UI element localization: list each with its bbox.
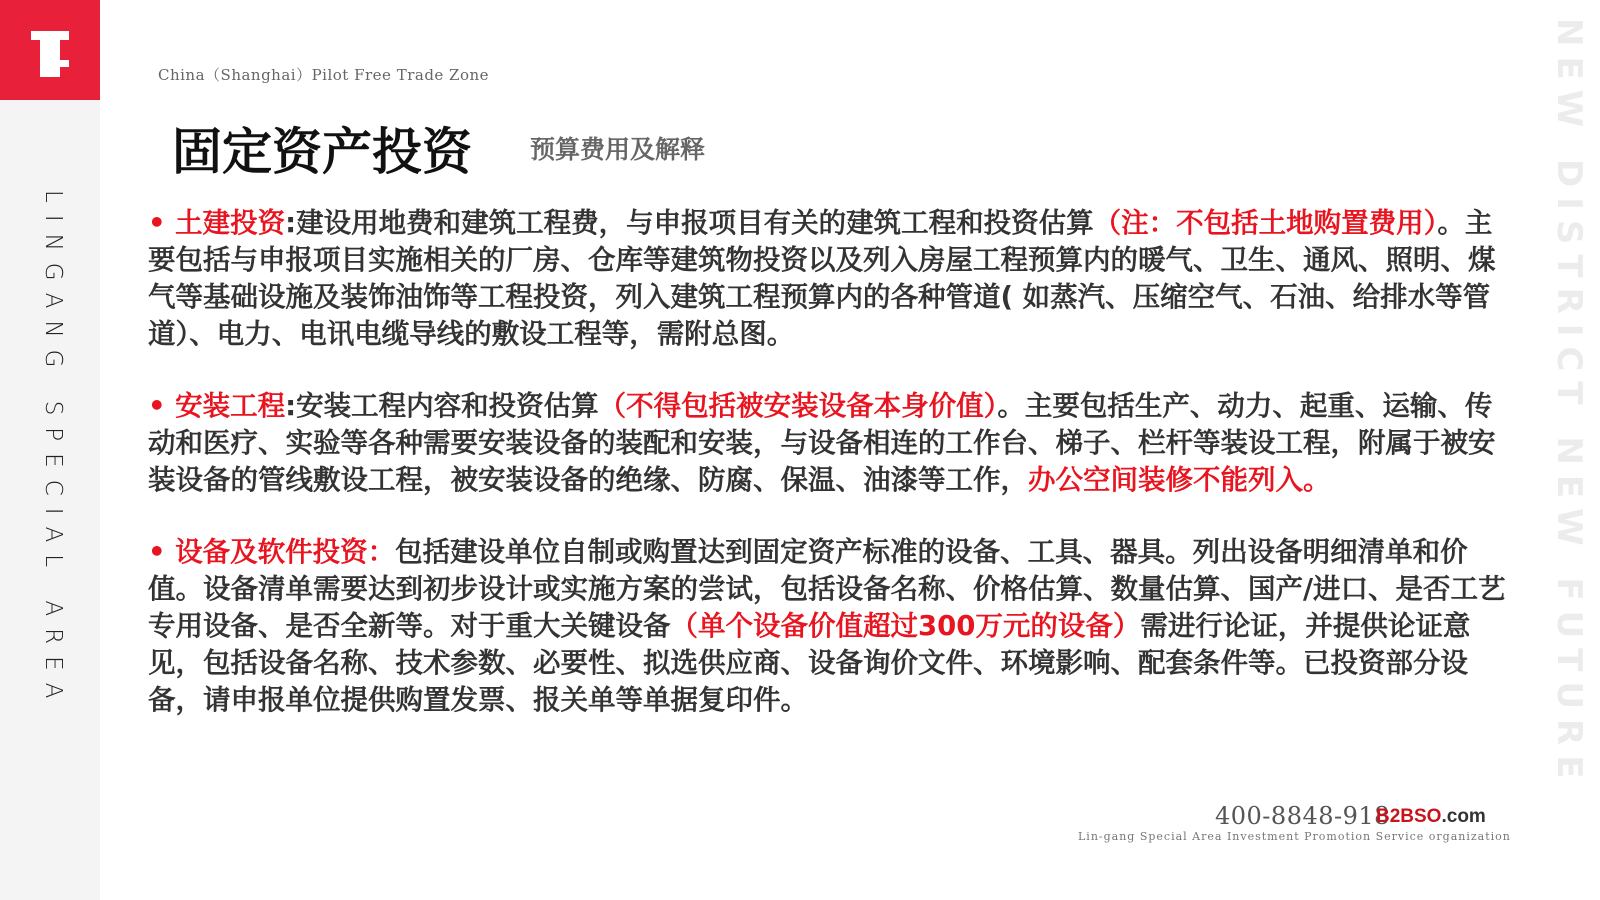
hotline-number: 400-8848-918 — [1215, 802, 1390, 830]
section-heading: • 安装工程 — [148, 390, 286, 422]
left-sidebar — [0, 0, 100, 900]
section-body: 。主要包括生产、动力、起重、运输、传动和医疗、实验等各种需要安装设备的装配和安装，与设备相连的工作台、梯子、栏杆等装设工程，附属于被安装设备的管线敷设工程，被安装设备的绝缘、防腐、保温、油漆等工作， — [148, 390, 1496, 496]
page-title: 固定资产投资 — [172, 123, 472, 181]
content-body — [148, 205, 1508, 754]
footer-organization: Lin-gang Special Area Investment Promotion Service organization — [1078, 830, 1511, 843]
vertical-slogan: NEW DISTRICT NEW FUTURE — [1549, 18, 1589, 789]
section-separator: : — [285, 207, 297, 239]
section-installation — [148, 388, 1508, 499]
section-body: 。主要包括与申报项目实施相关的厂房、仓库等建筑物投资以及列入房屋工程预算内的暖气、卫生、通风、照明、煤气等基础设施及装饰油饰等工程投资，列入建筑工程预算内的各种管道( 如蒸汽、压缩空气、石油、给排水等管道）、电力、电讯电缆导线的敷设工程等，需附总图。 — [148, 207, 1496, 350]
section-separator: : — [285, 390, 297, 422]
vertical-area-label: LINGANG SPECIAL AREA — [40, 190, 66, 711]
footer-brand: B2BSO.com — [1376, 806, 1486, 827]
section-body: 包括建设单位自制或购置达到固定资产标准的设备、工具、器具。列出设备明细清单和价值。设备清单需要达到初步设计或实施方案的尝试，包括设备名称、价格估算、数量估算、国产/进口、是否工艺专用设备、是否全新等。对于重大关键设备 — [148, 536, 1506, 642]
section-note: （不得包括被安装设备本身价值） — [598, 390, 998, 422]
section-civil-construction — [148, 205, 1508, 353]
section-body: 需进行论证，并提供论证意见，包括设备名称、技术参数、必要性、拟选供应商、设备询价文件、环境影响、配套条件等。已投资部分设备，请申报单位提供购置发票、报关单等单据复印件。 — [148, 610, 1471, 716]
zone-label: China（Shanghai）Pilot Free Trade Zone — [158, 66, 490, 84]
section-heading: • 土建投资 — [148, 207, 286, 239]
section-heading: • 设备及软件投资： — [148, 536, 396, 568]
tiny-t-logo-icon — [31, 31, 69, 77]
logo — [0, 0, 100, 100]
section-body: 建设用地费和建筑工程费，与申报项目有关的建筑工程和投资估算 — [296, 207, 1094, 239]
section-note: （注：不包括土地购置费用） — [1093, 207, 1438, 239]
section-note: （单个设备价值超过300万元的设备） — [670, 610, 1141, 642]
section-equipment-software — [148, 534, 1508, 719]
section-note: 办公空间装修不能列入。 — [1028, 464, 1331, 496]
page-subtitle: 预算费用及解释 — [530, 135, 706, 164]
section-body: 安装工程内容和投资估算 — [296, 390, 599, 422]
